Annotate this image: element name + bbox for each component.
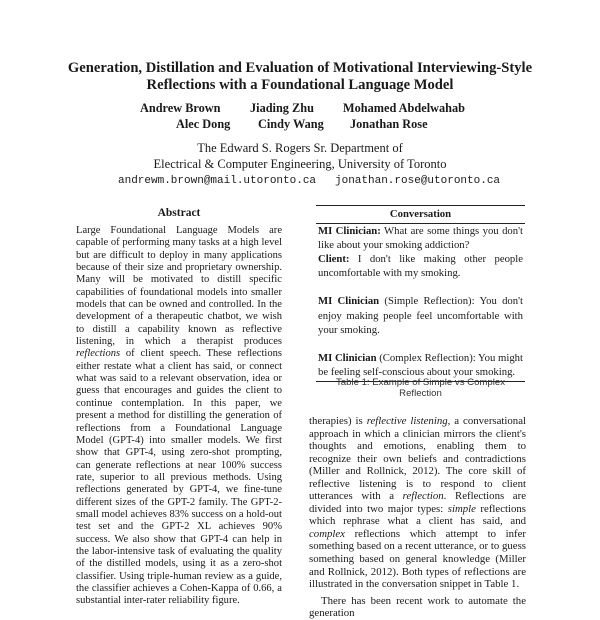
body-span: . Reflections are divided into two major types:: [309, 490, 526, 515]
body-span: therapies) is: [309, 415, 367, 427]
row-speaker: MI Clinician: [318, 295, 380, 308]
row-text: (Complex Reflection): You might be feeling self-conscious about your smoking.: [318, 351, 523, 378]
body-italic: reflective listening: [366, 415, 448, 427]
author-6: Jonathan Rose: [350, 117, 428, 131]
row-text: I don't like making other people uncomfortable with my smoking.: [318, 253, 523, 280]
conversation-table: [316, 205, 525, 382]
title-line-2: Reflections with a Foundational Language Model: [146, 77, 454, 93]
author-3: Mohamed Abdelwahab: [343, 101, 465, 115]
author-2: Jiading Zhu: [250, 101, 314, 115]
body-span: reflections which rephrase what a client has said, and: [309, 502, 526, 528]
body-italic: reflection: [402, 490, 444, 503]
paper-title: [0, 60, 600, 94]
table-caption: Table 1: Example of Simple vs Complex Reflection: [335, 377, 506, 399]
row-speaker: MI Clinician: [318, 351, 377, 364]
body-span: , a conversational approach in which a clinician mirrors the client's thoughts and emotions, enabling them to recognize their own beliefs and contradictions (Miller and Rollnick, 2012). The core skill of reflective listening is to respond to client utterances with a: [309, 415, 526, 503]
author-1: Andrew Brown: [140, 101, 221, 115]
affiliation-line-1: The Edward S. Rogers Sr. Department of: [197, 141, 403, 155]
author-5: Cindy Wang: [258, 117, 324, 131]
body-text: [309, 415, 526, 620]
author-4: Alec Dong: [176, 117, 231, 131]
table-row: [318, 224, 523, 252]
body-paragraph-1: [309, 415, 526, 591]
abstract-text: [76, 225, 282, 608]
body-italic: complex: [309, 527, 345, 540]
table-heading: Conversation: [389, 208, 452, 220]
row-speaker: MI Clinician:: [318, 225, 381, 238]
title-line-1: Generation, Distillation and Evaluation of Motivational Interviewing-Style: [67, 60, 533, 76]
row-text: What are some things you don't like about your smoking addiction?: [318, 225, 523, 252]
table-row: [318, 252, 523, 280]
body-paragraph-2: There has been recent work to automate the generation: [309, 594, 526, 620]
body-italic: simple: [447, 502, 476, 515]
row-text: (Simple Reflection): You don't enjoy making people feel uncomfortable with your smoking.: [318, 295, 524, 336]
abstract-italic: reflections: [76, 348, 121, 360]
row-speaker: Client:: [318, 253, 350, 266]
table-row: [318, 294, 523, 336]
email-2: jonathan.rose@utoronto.ca: [335, 175, 501, 187]
email-1: andrewm.brown@mail.utoronto.ca: [118, 175, 317, 187]
conversation-rows: [316, 224, 525, 379]
abstract-part-1: Large Foundational Language Models are capable of performing many tasks at a high level but are difficult to deploy in many applications because of their size and proprietary ownership. Many will be motivated to distill specific capabilities of foundational models into smaller models that can be owned and controlled. In the development of a therapeutic chatbot, we wish to distill a capability known as reflective listening, in which a therapist produces: [76, 225, 282, 348]
abstract-part-2: of client speech. These reflections either restate what a client has said, or connect what was said to a relevant observation, idea or guess that encourages and guides the client to continue contemplation. In this paper, we present a method for distilling the generation of reflections from a Foundational Language Model (GPT-4) into smaller models. We first show that GPT-4, using zero-shot prompting, can generate reflections at near 100% success rate, superior to all previous methods. Using reflections generated by GPT-4, we fine-tune different sizes of the GPT-2 family. The GPT-2-small model achieves 83% success on a hold-out test set and the GPT-2 XL achieves 90% success. We also show that GPT-4 can help in the labor-intensive task of evaluating the quality of the distilled models, using it as a zero-shot classifier. Using triple-human review as a guide, the classifier achieves a Cohen-Kappa of 0.66, a substantial inter-rater reliability figure.: [76, 348, 282, 607]
body-span: reflections which attempt to infer something based on a recent utterance, or to guess something based on general knowledge (Miller and Rollnick, 2012). Both types of reflections are illustrated in the conversation snippet in Table 1.: [309, 527, 526, 591]
table-row: [318, 351, 523, 379]
affiliation-line-2: Electrical & Computer Engineering, University of Toronto: [153, 157, 447, 171]
abstract-heading: Abstract: [157, 207, 201, 219]
